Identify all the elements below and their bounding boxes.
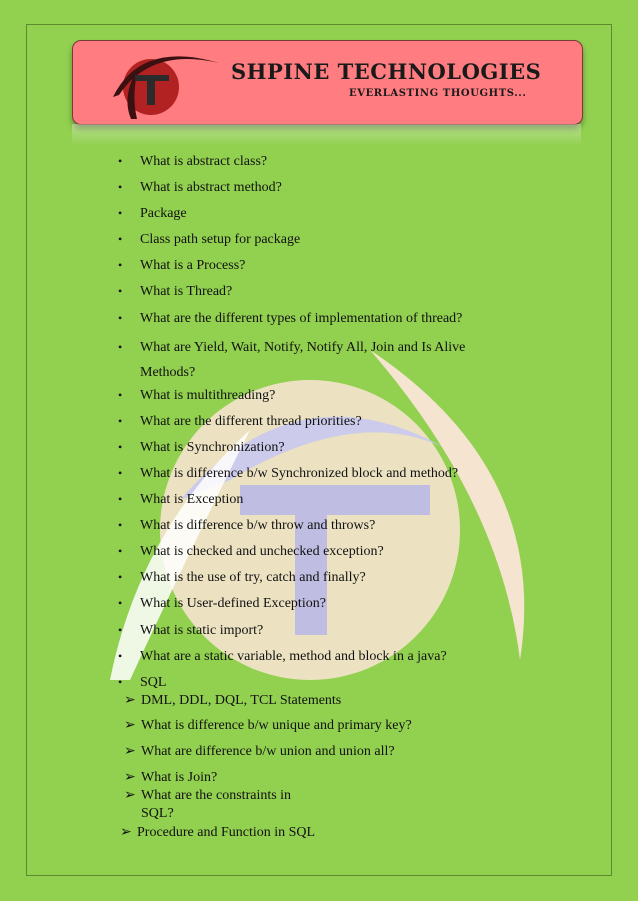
list-item: • What is Thread? xyxy=(118,284,233,300)
bullet-icon: • xyxy=(118,596,123,611)
company-tagline: EVERLASTING THOUGHTS... xyxy=(349,88,527,99)
list-item-sql: • SQL ➢ DML, DDL, DQL, TCL Statements ➢ What is difference b/w unique and primary key? ➢ What are difference b/w union and union all? ➢ What is Join? ➢ What are the constraints in SQL? ➢ Procedure and Function in SQL xyxy=(118,673,518,853)
bullet-icon: • xyxy=(118,413,123,428)
bullet-icon: • xyxy=(118,570,123,585)
list-item: • What is Synchronization? xyxy=(118,439,285,455)
list-item: • What is difference b/w throw and throws? xyxy=(118,518,376,534)
list-item: • What are Yield, Wait, Notify, Notify All, Join and Is Alive Methods? xyxy=(118,335,518,386)
arrow-bullet-icon: ➢ xyxy=(124,717,136,733)
bullet-icon: • xyxy=(118,339,123,354)
banner-reflection xyxy=(72,124,581,146)
bullet-icon: • xyxy=(118,544,123,559)
list-item: • What is Exception xyxy=(118,492,244,508)
bullet-icon: • xyxy=(118,387,123,402)
list-item: • What is a Process? xyxy=(118,258,246,274)
arrow-bullet-icon: ➢ xyxy=(120,824,132,840)
list-item: • What is User-defined Exception? xyxy=(118,596,326,612)
bullet-icon: • xyxy=(118,674,123,689)
bullet-icon: • xyxy=(118,258,123,273)
sub-list-item: ➢ What is Join? xyxy=(124,769,218,785)
list-item: • What is the use of try, catch and finally? xyxy=(118,570,366,586)
header-banner xyxy=(72,40,583,125)
bullet-icon: • xyxy=(118,180,123,195)
bullet-icon: • xyxy=(118,439,123,454)
list-item: • What are the different types of implementation of thread? xyxy=(118,310,463,326)
bullet-icon: • xyxy=(118,232,123,247)
list-item: • Package xyxy=(118,206,187,222)
sub-list-item: ➢ What are difference b/w union and union all? xyxy=(124,743,395,759)
arrow-bullet-icon: ➢ xyxy=(124,769,136,785)
bullet-icon: • xyxy=(118,648,123,663)
arrow-bullet-icon: ➢ xyxy=(124,787,136,803)
bullet-icon: • xyxy=(118,492,123,507)
company-name: SHPINE TECHNOLOGIES xyxy=(231,59,542,84)
list-item: • What is abstract method? xyxy=(118,180,282,196)
question-list xyxy=(118,152,518,853)
bullet-icon: • xyxy=(118,622,123,637)
sub-list-item: ➢ What are the constraints in SQL? xyxy=(124,787,292,821)
list-item: • What is abstract class? xyxy=(118,154,268,169)
list-item: • What is multithreading? xyxy=(118,387,276,403)
list-item: • What is checked and unchecked exception? xyxy=(118,544,384,560)
arrow-bullet-icon: ➢ xyxy=(124,692,136,708)
sub-list-item: ➢ DML, DDL, DQL, TCL Statements xyxy=(124,692,342,708)
list-item: • What are the different thread priorities? xyxy=(118,413,362,429)
bullet-icon: • xyxy=(118,206,123,221)
sub-list-item: ➢ Procedure and Function in SQL xyxy=(120,824,316,840)
bullet-icon: • xyxy=(118,310,123,325)
bullet-icon: • xyxy=(118,518,123,533)
list-item: • What are a static variable, method and block in a java? xyxy=(118,648,447,664)
bullet-icon: • xyxy=(118,154,123,168)
bullet-icon: • xyxy=(118,465,123,480)
list-item: • Class path setup for package xyxy=(118,232,301,248)
company-logo-icon xyxy=(101,45,221,121)
arrow-bullet-icon: ➢ xyxy=(124,743,136,759)
list-item: • What is static import? xyxy=(118,622,264,638)
list-item: • What is difference b/w Synchronized block and method? xyxy=(118,465,459,481)
sub-list-item: ➢ What is difference b/w unique and primary key? xyxy=(124,717,412,733)
bullet-icon: • xyxy=(118,284,123,299)
